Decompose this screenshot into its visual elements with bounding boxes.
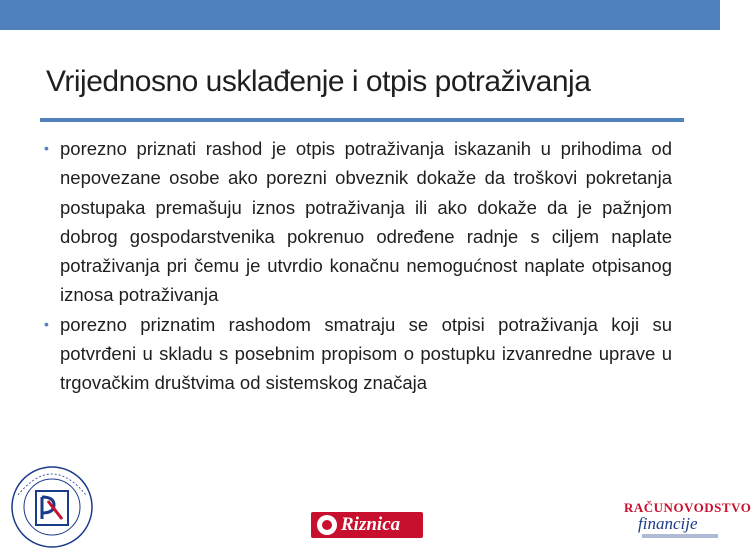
bullet-dot-icon: • [44,140,49,156]
bullet-text: porezno priznati rashod je otpis potraživanja iskazanih u prihodima od nepovezane osobe ako porezni obveznik dokaže da troškovi pokretanja postupaka premašuju iznos potraživanja ili ako dokaže da je pažnjom dobrog gospodarstvenika pokrenuo određene radnje s ciljem naplate potraživanja pri čemu je utvrdio konačnu nemogućnost naplate otpisanog iznosa potraživanja [60,138,672,306]
riznica-wordmark: Riznica [341,514,401,535]
bullet-text: porezno priznatim rashodom smatraju se otpisi potraživanja koji su potvrđeni u skladu s posebnim propisom o postupku izvanredne uprave u trgovačkim društvima od sistemskog značaja [60,313,672,394]
racunovodstvo-financije-logo-icon [624,500,751,540]
bullet-item [44,310,672,398]
header-band [0,0,720,30]
publisher-seal-icon [4,455,100,545]
slide-title: Vrijednosno usklađenje i otpis potraživanja [46,65,591,98]
riznica-logo-icon [311,512,423,538]
title-divider [40,118,684,122]
bullet-dot-icon: • [44,315,49,332]
bullet-list [44,134,672,398]
logo-line-2: financije [638,514,698,533]
logo-line-1: RAČUNOVODSTVO [624,500,751,515]
bullet-item [44,134,672,310]
logo-underline [642,534,718,538]
riznica-emblem-icon [317,515,337,535]
